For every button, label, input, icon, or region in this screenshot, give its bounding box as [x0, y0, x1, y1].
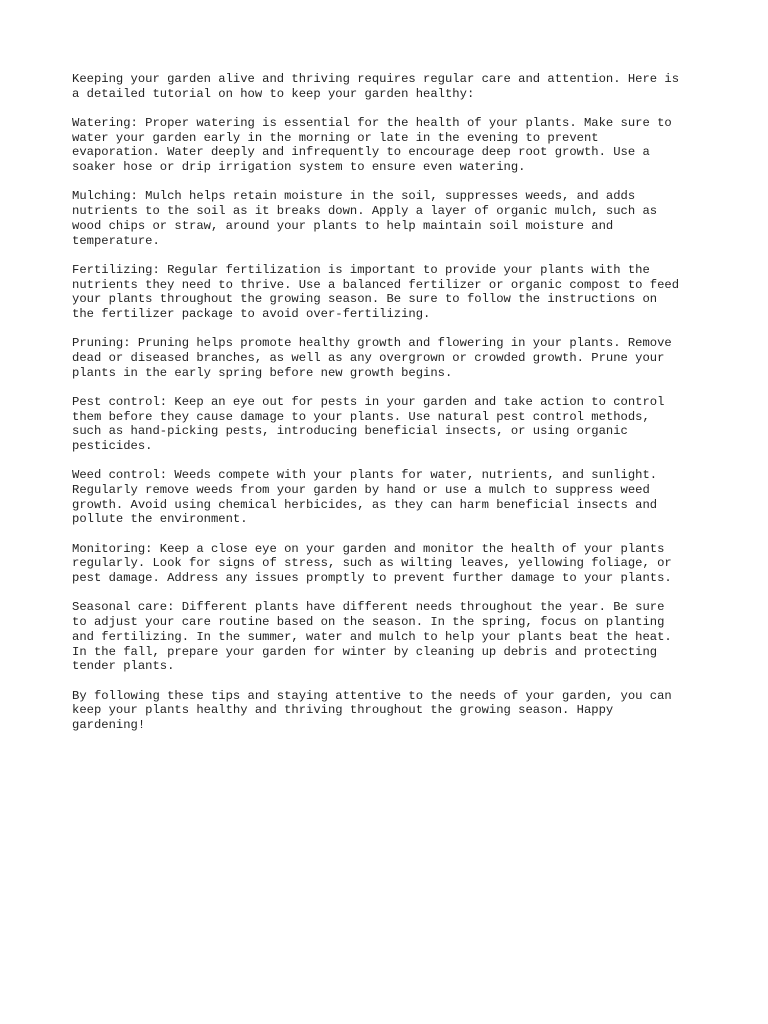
closing-paragraph: By following these tips and staying attentive to the needs of your garden, you can keep your plants healthy and thriving throughout the growing season. Happy gardening!: [72, 688, 672, 732]
pruning-paragraph: Pruning: Pruning helps promote healthy growth and flowering in your plants. Remove dead or diseased branches, as well as any overgrown or crowded growth. Prune your plants in the early spring before new growth begins.: [72, 336, 672, 380]
intro-paragraph: Keeping your garden alive and thriving requires regular care and attention. Here is a detailed tutorial on how to keep your garden healthy:: [72, 72, 680, 101]
document-page: [72, 72, 712, 747]
pest-control-paragraph: Pest control: Keep an eye out for pests in your garden and take action to control them before they cause damage to your plants. Use natural pest control methods, such as hand-picking pests, introducing beneficial insects, or using organic pesticides.: [72, 394, 665, 454]
fertilizing-paragraph: Fertilizing: Regular fertilization is important to provide your plants with the nutrients they need to thrive. Use a balanced fertilizer or organic compost to feed your plants throughout the growing season. Be sure to follow the instructions on the fertilizer package to avoid over-fertilizing.: [72, 262, 680, 321]
seasonal-care-paragraph: Seasonal care: Different plants have different needs throughout the year. Be sure to adjust your care routine based on the season. In the spring, focus on planting and fertilizing. In the summer, water and mulch to help your plants beat the heat. In the fall, prepare your garden for winter by cleaning up debris and protecting tender plants.: [72, 600, 672, 674]
weed-control-paragraph: Weed control: Weeds compete with your plants for water, nutrients, and sunlight. Regularly remove weeds from your garden by hand or use a mulch to suppress weed growth. Avoid using chemical herbicides, as they can harm beneficial insects and pollute the environment.: [72, 468, 658, 527]
monitoring-paragraph: Monitoring: Keep a close eye on your garden and monitor the health of your plants regularly. Look for signs of stress, such as wilting leaves, yellowing foliage, or pest damage. Address any issues promptly to prevent further damage to your plants.: [72, 541, 672, 586]
mulching-paragraph: Mulching: Mulch helps retain moisture in the soil, suppresses weeds, and adds nutrients to the soil as it breaks down. Apply a layer of organic mulch, such as wood chips or straw, around your plants to help maintain soil moisture and temperature.: [72, 189, 658, 248]
watering-paragraph: Watering: Proper watering is essential for the health of your plants. Make sure to water your garden early in the morning or late in the evening to prevent evaporation. Water deeply and infrequently to encourage deep root growth. Use a soaker hose or drip irrigation system to ensure even watering.: [72, 116, 672, 175]
